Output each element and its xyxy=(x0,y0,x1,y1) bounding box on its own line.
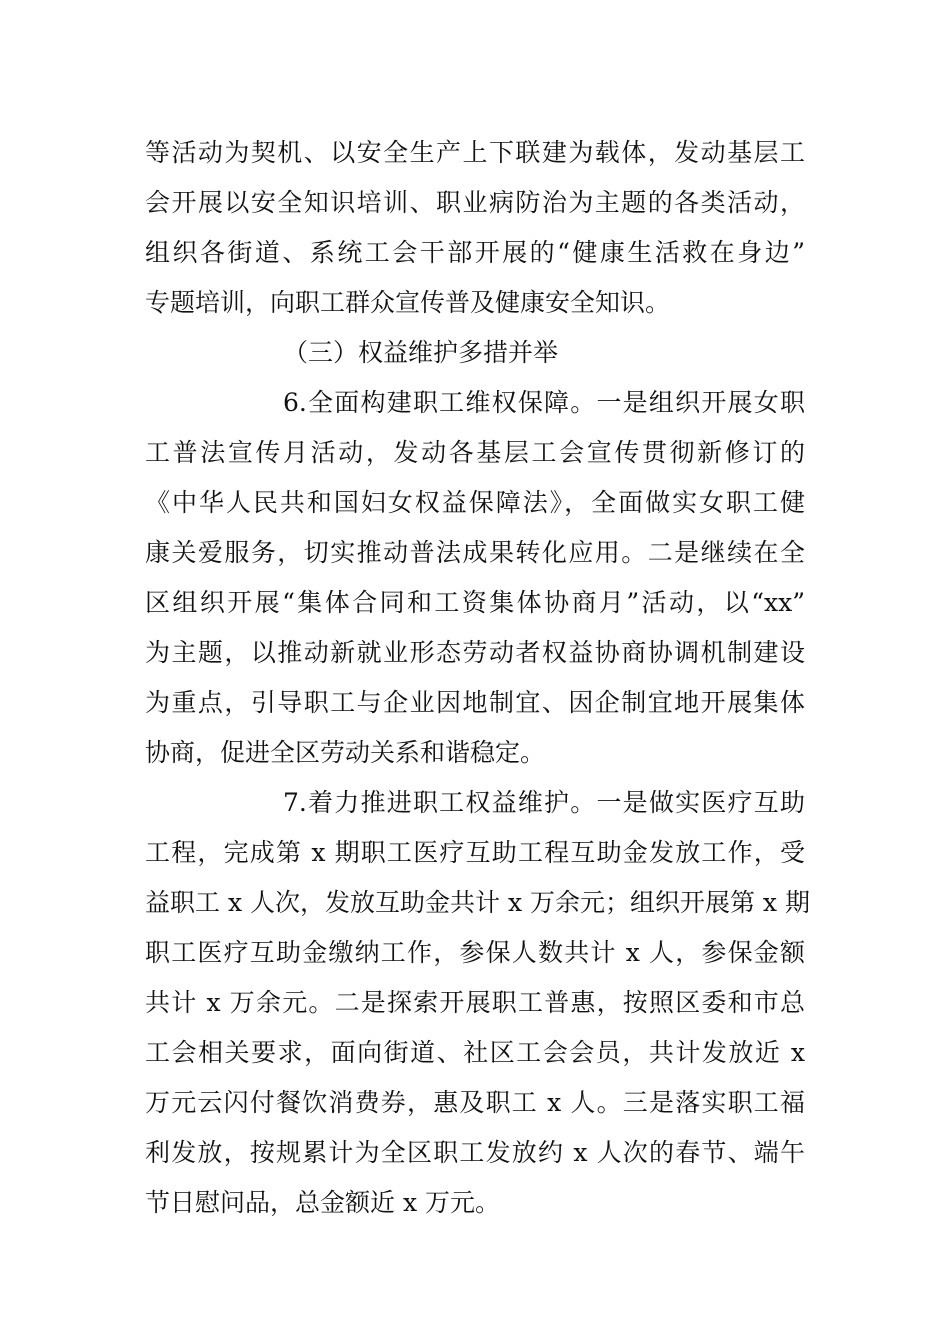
paragraph-6-line: 6.全面构建职工维权保障。一是组织开展女职 xyxy=(283,388,805,417)
paragraph-6-line: 协商，促进全区劳动关系和谐稳定。 xyxy=(145,738,546,767)
paragraph-intro-line: 组织各街道、系统工会干部开展的“健康生活救在身边” xyxy=(145,238,805,267)
paragraph-6-line: 工普法宣传月活动，发动各基层工会宣传贯彻新修订的 xyxy=(145,438,805,467)
paragraph-intro-line: 等活动为契机、以安全生产上下联建为载体，发动基层工 xyxy=(145,138,805,167)
section-heading: （三）权益维护多措并举 xyxy=(283,338,559,367)
paragraph-6-line: 为主题，以推动新就业形态劳动者权益协商协调机制建设 xyxy=(145,638,805,667)
paragraph-7-line: 职工医疗互助金缴纳工作，参保人数共计 x 人，参保金额 xyxy=(145,938,805,967)
paragraph-6-line: 康关爱服务，切实推动普法成果转化应用。二是继续在全 xyxy=(145,538,805,567)
paragraph-intro-line: 专题培训，向职工群众宣传普及健康安全知识。 xyxy=(145,288,671,317)
paragraph-7-line: 7.着力推进职工权益维护。一是做实医疗互助 xyxy=(283,788,805,817)
paragraph-7-line: 工会相关要求，面向街道、社区工会会员，共计发放近 x xyxy=(145,1038,805,1067)
paragraph-6-line: 区组织开展“集体合同和工资集体协商月”活动，以“xx” xyxy=(145,588,805,617)
paragraph-7-line: 利发放，按规累计为全区职工发放约 x 人次的春节、端午 xyxy=(145,1138,805,1167)
paragraph-7-line: 节日慰问品，总金额近 x 万元。 xyxy=(145,1188,500,1217)
paragraph-7-line: 共计 x 万余元。二是探索开展职工普惠，按照区委和市总 xyxy=(145,988,805,1017)
paragraph-7-line: 益职工 x 人次，发放互助金共计 x 万余元；组织开展第 x 期 xyxy=(145,888,810,917)
paragraph-7-line: 万元云闪付餐饮消费券，惠及职工 x 人。三是落实职工福 xyxy=(145,1088,805,1117)
paragraph-intro-line: 会开展以安全知识培训、职业病防治为主题的各类活动， xyxy=(145,188,805,217)
paragraph-7-line: 工程，完成第 x 期职工医疗互助工程互助金发放工作，受 xyxy=(145,838,805,867)
paragraph-6-line: 《中华人民共和国妇女权益保障法》，全面做实女职工健 xyxy=(145,488,805,517)
paragraph-6-line: 为重点，引导职工与企业因地制宜、因企制宜地开展集体 xyxy=(145,688,805,717)
